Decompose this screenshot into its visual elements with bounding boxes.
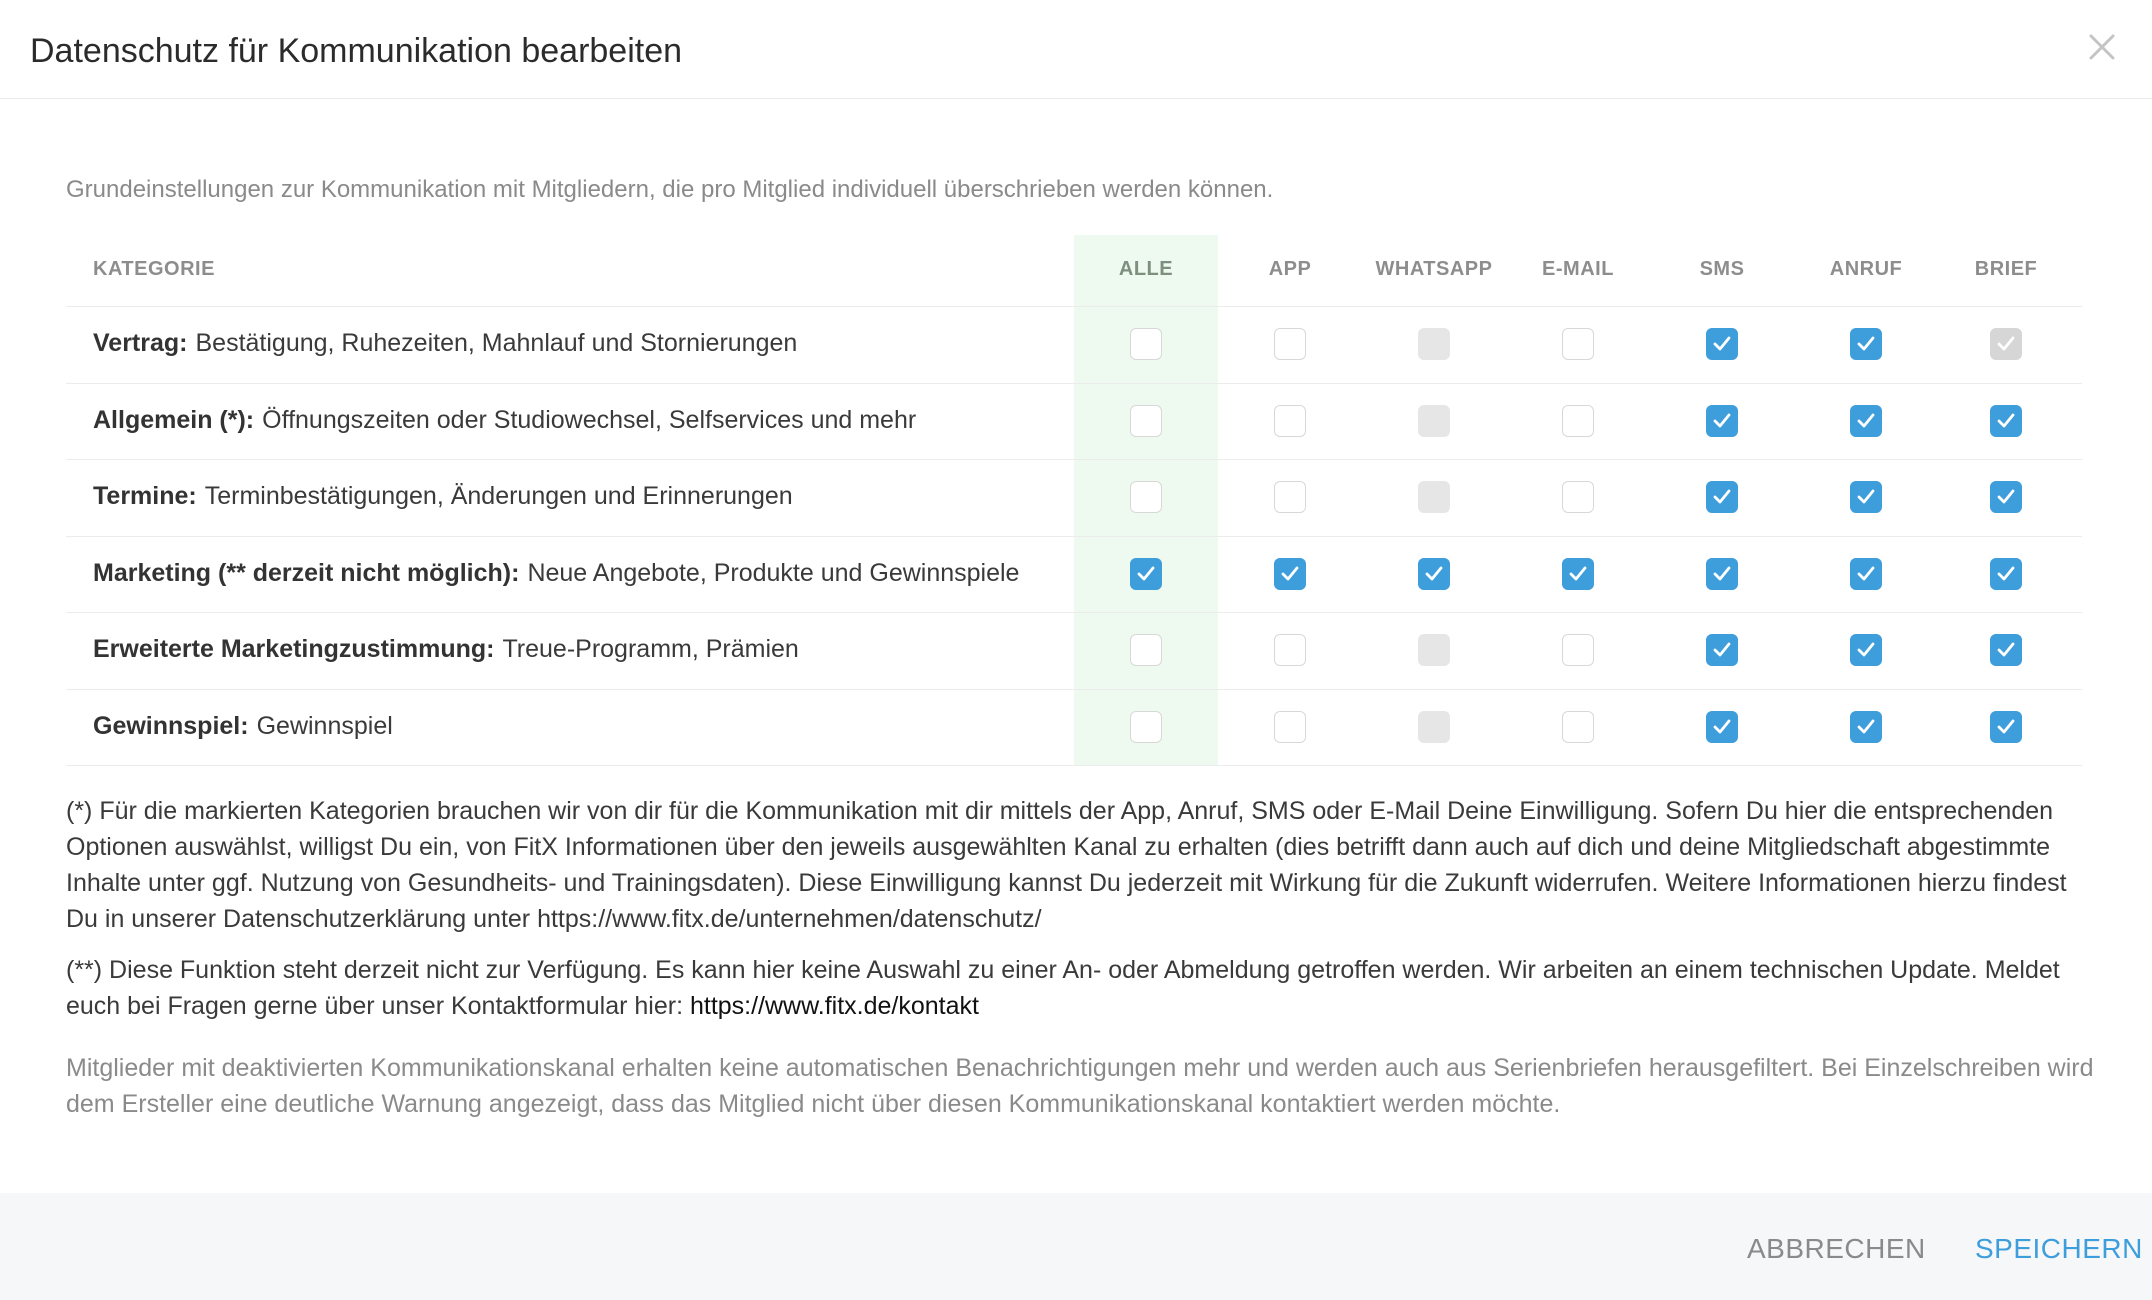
checkbox-anruf[interactable] — [1850, 558, 1882, 590]
table-row-label — [93, 635, 799, 664]
checkbox-brief[interactable] — [1990, 405, 2022, 437]
save-button[interactable]: SPEICHERN — [1975, 1233, 2143, 1264]
checkbox-whatsapp — [1418, 481, 1450, 513]
checkbox-sms[interactable] — [1706, 481, 1738, 513]
checkbox-whatsapp — [1418, 328, 1450, 360]
intro-text: Grundeinstellungen zur Kommunikation mit Mitgliedern, die pro Mitglied individuell überschrieben werden können. — [66, 176, 1274, 203]
category-title: Allgemein (*): — [93, 405, 255, 434]
check-icon — [1857, 489, 1875, 504]
column-header-anruf: ANRUF — [1829, 258, 1903, 280]
check-icon — [1857, 413, 1875, 428]
category-description: Neue Angebote, Produkte und Gewinnspiele — [527, 558, 1020, 587]
check-icon — [1137, 566, 1155, 581]
check-icon — [1997, 413, 2015, 428]
check-icon — [1857, 642, 1875, 657]
checkbox-brief[interactable] — [1990, 711, 2022, 743]
cancel-button[interactable]: ABBRECHEN — [1747, 1233, 1926, 1264]
table-row-label — [93, 712, 393, 741]
check-icon — [1857, 719, 1875, 734]
checkbox-brief[interactable] — [1990, 634, 2022, 666]
checkbox-whatsapp — [1418, 634, 1450, 666]
checkbox-sms[interactable] — [1706, 328, 1738, 360]
unavailable-note — [66, 952, 2096, 1024]
check-icon — [1713, 489, 1731, 504]
column-header-kategorie: KATEGORIE — [93, 258, 215, 280]
checkbox-app[interactable] — [1274, 558, 1306, 590]
checkbox-e-mail[interactable] — [1562, 405, 1594, 437]
check-icon — [1569, 566, 1587, 581]
contact-link[interactable]: https://www.fitx.de/kontakt — [689, 992, 979, 1020]
check-icon — [1857, 566, 1875, 581]
column-header-alle: ALLE — [1118, 258, 1174, 280]
info-note: Mitglieder mit deaktivierten Kommunikationskanal erhalten keine automatischen Benachrichtigungen mehr und werden auch aus Serienbriefen herausgefiltert. Bei Einzelschreiben wird dem Ersteller eine deutliche Warnung angezeigt, dass das Mitglied nicht über diesen Kommunikationskanal kontaktiert werden möchte. — [66, 1054, 2094, 1118]
check-icon — [1713, 336, 1731, 351]
checkbox-alle[interactable] — [1130, 558, 1162, 590]
check-icon — [1997, 566, 2015, 581]
checkbox-anruf[interactable] — [1850, 481, 1882, 513]
checkbox-app[interactable] — [1274, 481, 1306, 513]
checkbox-e-mail[interactable] — [1562, 634, 1594, 666]
checkbox-anruf[interactable] — [1850, 328, 1882, 360]
checkbox-e-mail[interactable] — [1562, 711, 1594, 743]
table-row-label — [93, 406, 916, 435]
category-title: Vertrag: — [93, 329, 188, 358]
table-row-label — [93, 482, 793, 511]
check-icon — [1425, 566, 1443, 581]
close-icon[interactable] — [2082, 27, 2122, 67]
table-divider — [66, 536, 2082, 537]
checkbox-e-mail[interactable] — [1562, 558, 1594, 590]
column-header-brief: BRIEF — [1974, 258, 2038, 280]
checkbox-brief[interactable] — [1990, 481, 2022, 513]
column-header-app: APP — [1268, 258, 1312, 280]
checkbox-sms[interactable] — [1706, 558, 1738, 590]
checkbox-sms[interactable] — [1706, 634, 1738, 666]
category-title: Gewinnspiel: — [93, 711, 249, 740]
table-row-label — [93, 559, 1019, 588]
checkbox-e-mail[interactable] — [1562, 481, 1594, 513]
check-icon — [1997, 719, 2015, 734]
table-divider — [66, 383, 2082, 384]
checkbox-alle[interactable] — [1130, 481, 1162, 513]
checkbox-anruf[interactable] — [1850, 711, 1882, 743]
checkbox-brief[interactable] — [1990, 558, 2022, 590]
checkbox-sms[interactable] — [1706, 711, 1738, 743]
category-description: Öffnungszeiten oder Studiowechsel, Selfservices und mehr — [262, 405, 917, 434]
checkbox-whatsapp[interactable] — [1418, 558, 1450, 590]
checkbox-app[interactable] — [1274, 328, 1306, 360]
check-icon — [1713, 413, 1731, 428]
checkbox-app[interactable] — [1274, 405, 1306, 437]
checkbox-e-mail[interactable] — [1562, 328, 1594, 360]
column-header-whatsapp: WHATSAPP — [1375, 258, 1493, 280]
category-description: Treue-Programm, Prämien — [502, 635, 799, 664]
unavailable-note-text: (**) Diese Funktion steht derzeit nicht zur Verfügung. Es kann hier keine Auswahl zu einer An- oder Abmeldung getroffen werden. Wir arbeiten an einem technischen Update. Meldet euch bei Fragen gerne über unser Kontaktformular hier: — [66, 956, 2060, 1020]
column-header-e-mail: E-MAIL — [1542, 258, 1614, 280]
table-divider — [66, 689, 2082, 690]
checkbox-sms[interactable] — [1706, 405, 1738, 437]
category-title: Marketing (** derzeit nicht möglich): — [93, 558, 520, 587]
checkbox-anruf[interactable] — [1850, 405, 1882, 437]
column-header-sms: SMS — [1699, 258, 1745, 280]
check-icon — [1713, 719, 1731, 734]
category-description: Bestätigung, Ruhezeiten, Mahnlauf und Stornierungen — [195, 329, 798, 358]
checkbox-alle[interactable] — [1130, 634, 1162, 666]
check-icon — [1997, 489, 2015, 504]
table-divider — [66, 612, 2082, 613]
category-title: Erweiterte Marketingzustimmung: — [93, 635, 495, 664]
category-description: Terminbestätigungen, Änderungen und Erinnerungen — [204, 482, 793, 511]
table-divider — [66, 765, 2082, 766]
check-icon — [1281, 566, 1299, 581]
table-row-label — [93, 329, 797, 358]
dialog-header — [0, 0, 2152, 99]
category-description: Gewinnspiel — [256, 711, 393, 740]
checkbox-whatsapp — [1418, 711, 1450, 743]
table-divider — [66, 306, 2082, 307]
table-divider — [66, 459, 2082, 460]
check-icon — [1857, 336, 1875, 351]
checkbox-alle[interactable] — [1130, 328, 1162, 360]
checkbox-whatsapp — [1418, 405, 1450, 437]
checkbox-app[interactable] — [1274, 711, 1306, 743]
category-title: Termine: — [93, 482, 197, 511]
consent-note: (*) Für die markierten Kategorien brauchen wir von dir für die Kommunikation mit dir mittels der App, Anruf, SMS oder E-Mail Deine Einwilligung. Sofern Du hier die entsprechenden Optionen auswählst, willigst Du ein, von FitX Informationen über den jeweils ausgewählten Kanal zu erhalten (dies betrifft dann auch auf dich und deine Mitgliedschaft abgestimmte Inhalte unter ggf. Nutzung von Gesundheits- und Trainingsdaten). Diese Einwilligung kannst Du jederzeit mit Wirkung für die Zukunft widerrufen. Weitere Informationen hierzu findest Du in unserer Datenschutzerklärung unter https://www.fitx.de/unternehmen/datenschutz/ — [66, 797, 2067, 933]
check-icon — [1713, 566, 1731, 581]
check-icon — [1713, 642, 1731, 657]
checkbox-alle[interactable] — [1130, 711, 1162, 743]
checkbox-anruf[interactable] — [1850, 634, 1882, 666]
checkbox-app[interactable] — [1274, 634, 1306, 666]
dialog-title: Datenschutz für Kommunikation bearbeiten — [30, 32, 683, 70]
checkbox-brief — [1990, 328, 2022, 360]
check-icon — [1997, 336, 2015, 351]
check-icon — [1997, 642, 2015, 657]
checkbox-alle[interactable] — [1130, 405, 1162, 437]
